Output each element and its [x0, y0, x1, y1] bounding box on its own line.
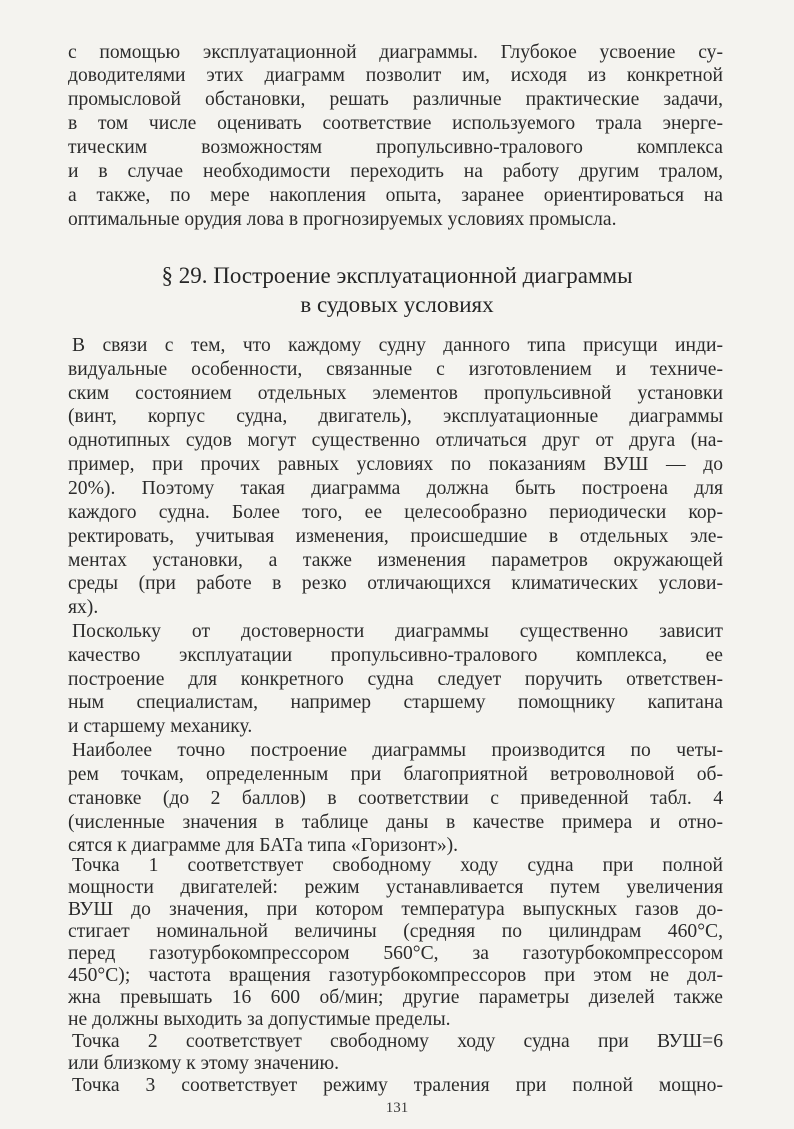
text-line: 20%). Поэтому такая диаграмма должна быть построена для [68, 478, 723, 499]
text-line: (численные значения в таблице даны в качестве примера и отно- [68, 812, 723, 833]
text-line: каждого судна. Более того, ее целесообразно периодически кор- [68, 502, 723, 523]
text-line: Точка 2 соответствует свободному ходу судна при ВУШ=6 [72, 1031, 723, 1052]
text-line: оптимальные орудия лова в прогнозируемых условиях промысла. [68, 209, 617, 230]
text-line: Наиболее точно построение диаграммы производится по четы- [72, 740, 723, 761]
text-line: а также, по мере накопления опыта, заранее ориентироваться на [68, 185, 723, 206]
text-line: пример, при прочих равных условиях по показаниям ВУШ — до [68, 454, 723, 475]
section-title: § 29. Построение эксплуатационной диаграммы [161, 263, 633, 288]
text-line: В связи с тем, что каждому судну данного типа присущи инди- [72, 335, 723, 356]
text-line: становке (до 2 баллов) в соответствии с приведенной табл. 4 [68, 788, 723, 809]
section-subtitle: в судовых условиях [300, 292, 494, 317]
text-line: мощности двигателей: режим устанавливается путем увеличения [68, 877, 723, 898]
text-line: не должны выходить за допустимые пределы. [68, 1009, 451, 1030]
text-line: ВУШ до значения, при котором температура выпускных газов до- [68, 899, 723, 920]
text-line: с помощью эксплуатационной диаграммы. Глубокое усвоение су- [68, 42, 723, 63]
text-line: 450°С); частота вращения газотурбокомпрессоров при этом не дол- [68, 965, 723, 986]
text-line: жна превышать 16 600 об/мин; другие параметры дизелей также [68, 987, 723, 1008]
text-line: однотипных судов могут существенно отличаться друг от друга (на- [68, 430, 723, 451]
text-line: и старшему механику. [68, 716, 253, 737]
text-line: промысловой обстановки, решать различные практические задачи, [68, 89, 723, 110]
text-line: в том числе оценивать соответствие используемого трала энерге- [68, 113, 723, 134]
text-line: и в случае необходимости переходить на работу другим тралом, [68, 161, 723, 182]
text-line: ректировать, учитывая изменения, происшедшие в отдельных эле- [68, 526, 723, 547]
text-line: Точка 1 соответствует свободному ходу судна при полной [72, 855, 723, 876]
text-line: стигает номинальной величины (средняя по цилиндрам 460°С, [68, 921, 723, 942]
text-line: ментах установки, а также изменения параметров окружающей [68, 550, 723, 571]
text-line: видуальные особенности, связанные с изготовлением и техниче- [68, 359, 723, 380]
text-line: тическим возможностям пропульсивно-тралового комплекса [68, 137, 723, 158]
text-line: ях). [68, 597, 99, 618]
text-line: ским состоянием отдельных элементов пропульсивной установки [68, 383, 723, 404]
text-line: рем точкам, определенным при благоприятной ветроволновой об- [68, 764, 723, 785]
text-line: построение для конкретного судна следует поручить ответствен- [68, 669, 723, 690]
text-line: Точка 3 соответствует режиму траления при полной мощно- [72, 1075, 723, 1096]
text-line: ным специалистам, например старшему помощнику капитана [68, 692, 723, 713]
text-line: перед газотурбокомпрессором 560°С, за газотурбокомпрессором [68, 943, 723, 964]
text-line: сятся к диаграмме для БАТа типа «Горизонт»). [68, 835, 459, 856]
page-number: 131 [385, 1100, 409, 1116]
text-line: среды (при работе в резко отличающихся климатических услови- [68, 573, 723, 594]
text-line: или близкому к этому значению. [68, 1053, 340, 1074]
text-line: доводителями этих диаграмм позволит им, исходя из конкретной [68, 65, 723, 86]
text-line: качество эксплуатации пропульсивно-тралового комплекса, ее [68, 645, 723, 666]
text-line: (винт, корпус судна, двигатель), эксплуатационные диаграммы [68, 406, 723, 427]
text-line: Поскольку от достоверности диаграммы существенно зависит [72, 621, 723, 642]
